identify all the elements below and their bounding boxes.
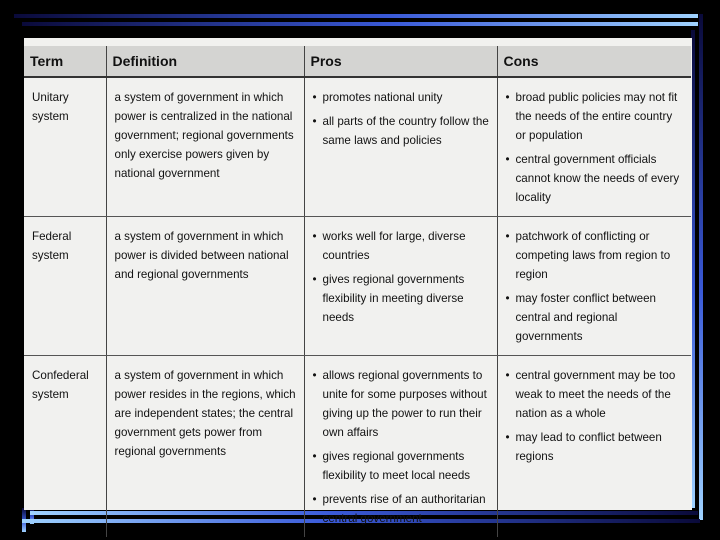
cons-cell — [497, 217, 691, 356]
definition-cell: a system of government in which power is divided between national and regional governments — [106, 217, 304, 356]
frame-bar-right-2 — [699, 14, 703, 520]
definition-cell: a system of government in which power is centralized in the national government; regional governments only exercise powers given by national government — [106, 77, 304, 217]
header-cons: Cons — [497, 46, 691, 77]
header-term: Term — [24, 46, 106, 77]
list-item: • broad public policies may not fit the needs of the entire country or population — [506, 88, 686, 145]
frame-bar-top-1 — [14, 14, 698, 18]
definition-cell: a system of government in which power resides in the regions, which are independent states; the central government gets power from regional governments — [106, 356, 304, 538]
cons-cell — [497, 356, 691, 538]
header-definition: Definition — [106, 46, 304, 77]
scanned-document — [24, 38, 692, 525]
table-row — [24, 217, 691, 356]
pros-cell — [304, 356, 497, 538]
table-header-row — [24, 46, 691, 77]
term-cell: Federal system — [24, 217, 106, 356]
pros-cell — [304, 217, 497, 356]
cons-cell — [497, 77, 691, 217]
header-pros: Pros — [304, 46, 497, 77]
list-item: • central government may be too weak to meet the needs of the nation as a whole — [506, 366, 686, 423]
pros-cell — [304, 77, 497, 217]
list-item: • central government officials cannot know the needs of every locality — [506, 150, 686, 207]
list-item: • allows regional governments to unite for some purposes without giving up the power to run their own affairs — [313, 366, 491, 442]
government-systems-table — [24, 46, 691, 537]
list-item: • gives regional governments flexibility in meeting diverse needs — [313, 270, 491, 327]
table-row — [24, 356, 691, 538]
list-item: • prevents rise of an authoritarian central government — [313, 490, 491, 528]
table-row — [24, 77, 691, 217]
list-item: • gives regional governments flexibility to meet local needs — [313, 447, 491, 485]
term-cell: Unitary system — [24, 77, 106, 217]
term-cell: Confederal system — [24, 356, 106, 538]
frame-bar-top-2 — [22, 22, 698, 26]
list-item: • may foster conflict between central and regional governments — [506, 289, 686, 346]
list-item: • may lead to conflict between regions — [506, 428, 686, 466]
list-item: • promotes national unity — [313, 88, 491, 107]
list-item: • patchwork of conflicting or competing laws from region to region — [506, 227, 686, 284]
list-item: • works well for large, diverse countries — [313, 227, 491, 265]
list-item: • all parts of the country follow the same laws and policies — [313, 112, 491, 150]
